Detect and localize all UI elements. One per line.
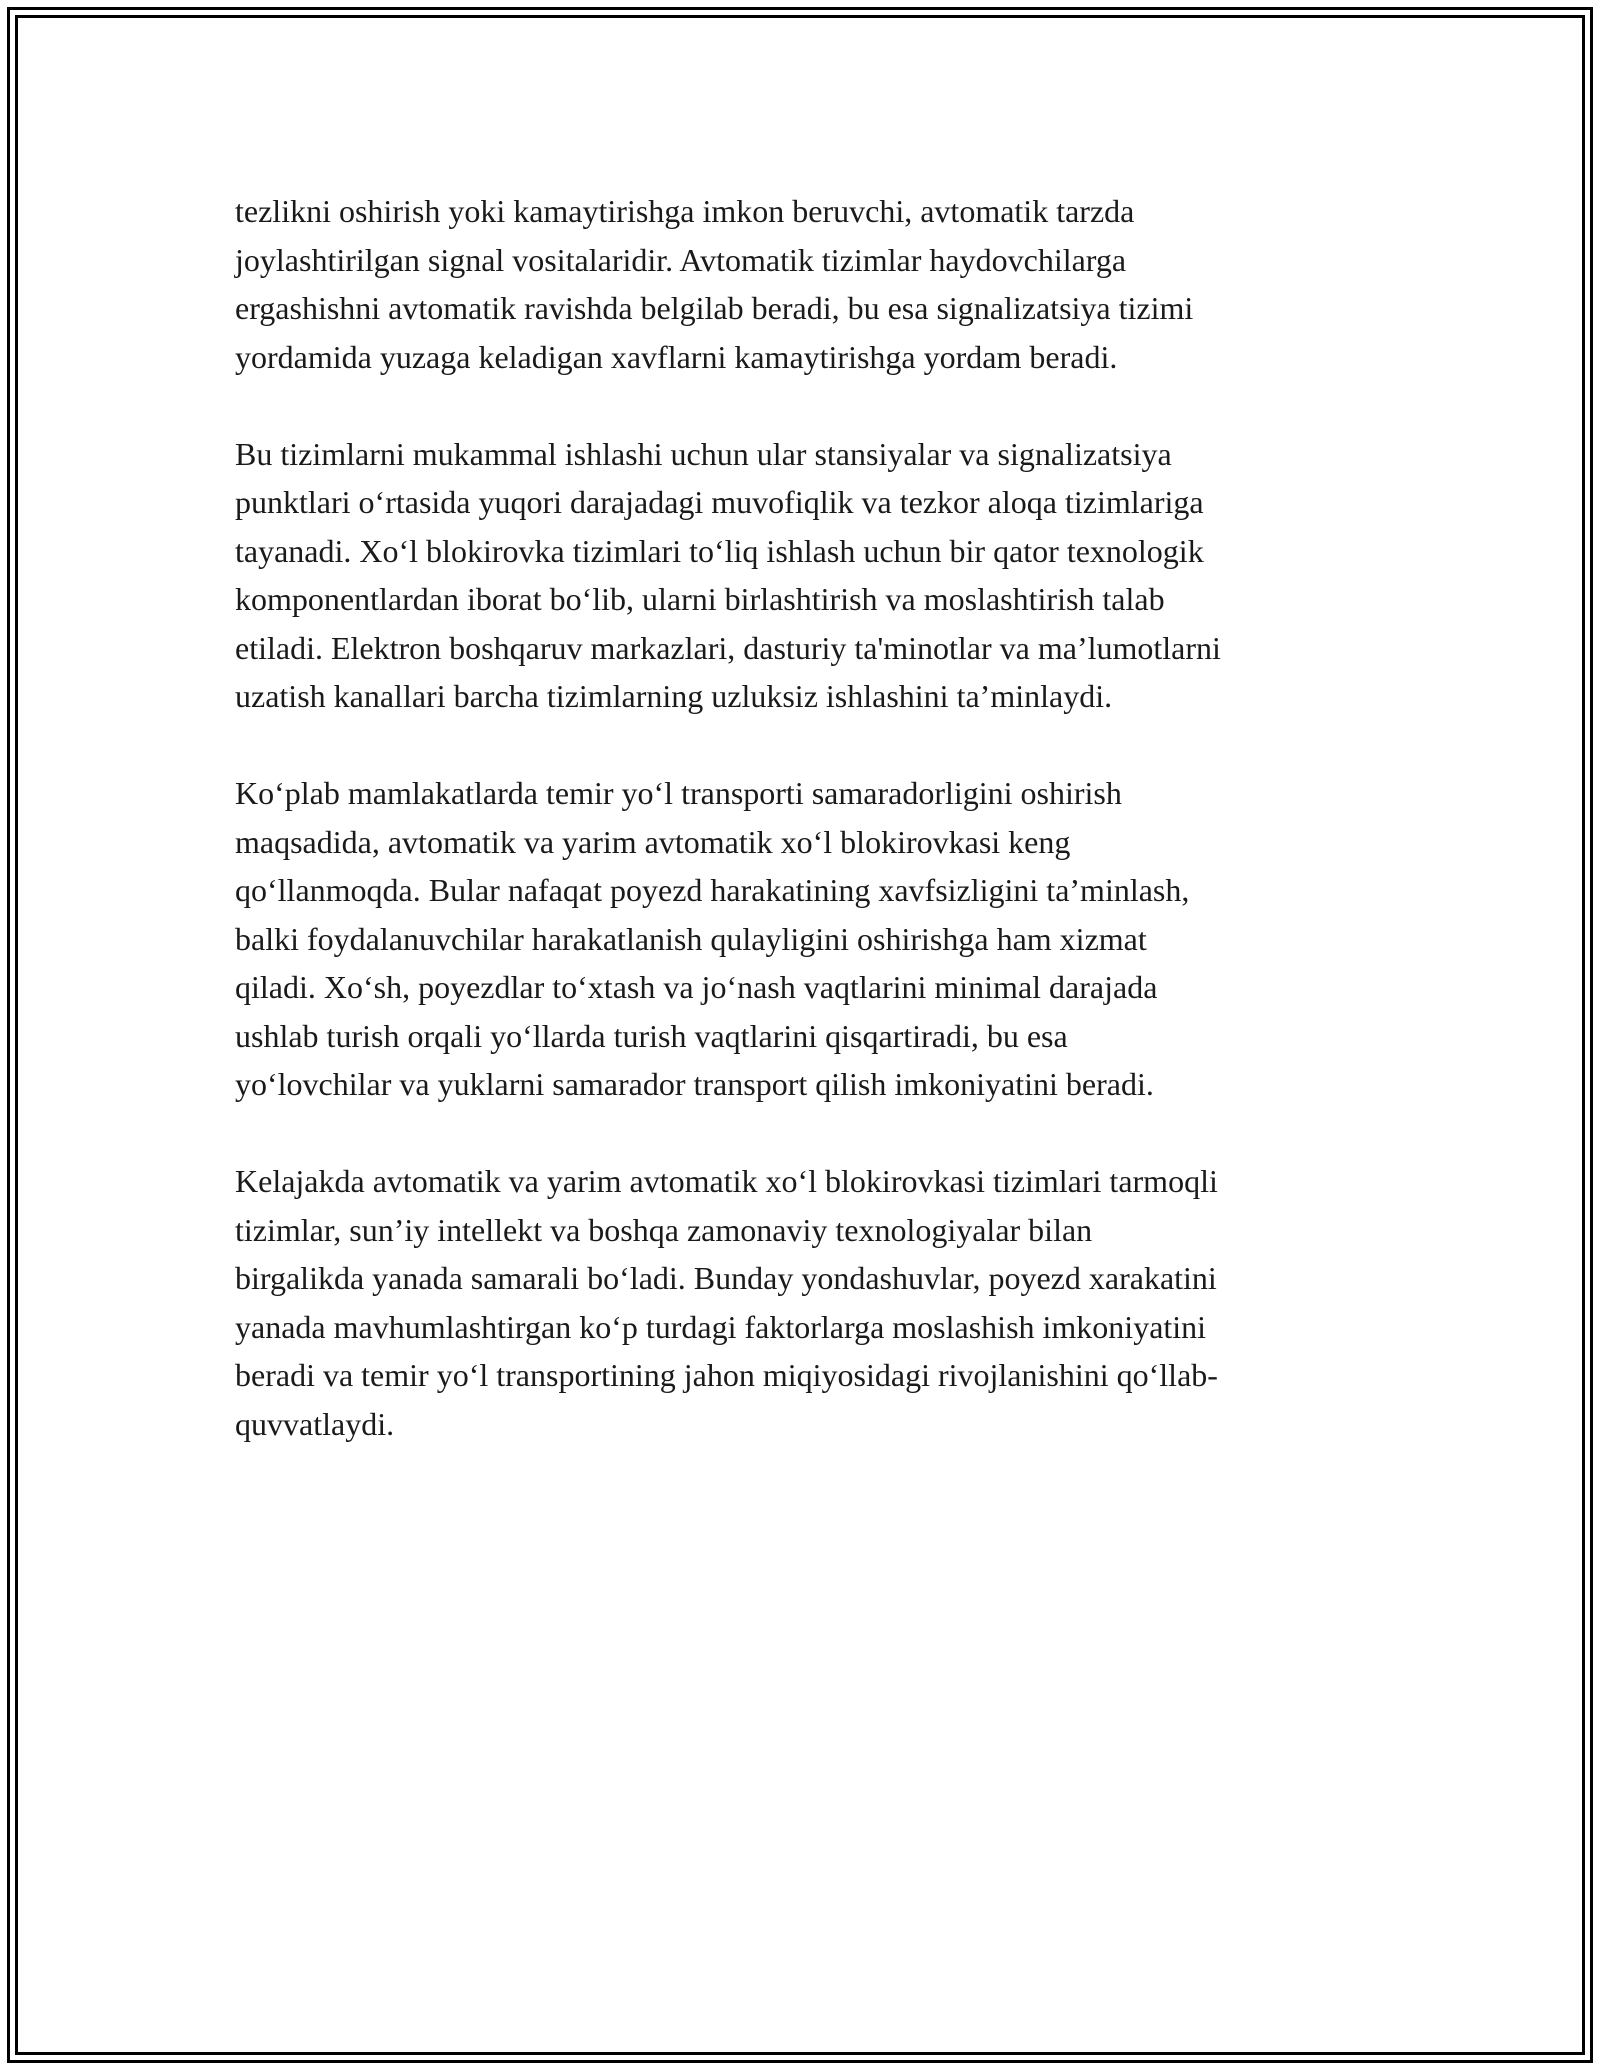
paragraph-1	[235, 187, 1385, 381]
paragraph-line: ergashishni avtomatik ravishda belgilab beradi, bu esa signalizatsiya tizimi	[235, 290, 1194, 326]
paragraph-line: beradi va temir yo‘l transportining jahon miqiyosidagi rivojlanishini qo‘llab-	[235, 1357, 1218, 1393]
paragraph-line: uzatish kanallari barcha tizimlarning uzluksiz ishlashini ta’minlaydi.	[235, 678, 1113, 714]
paragraph-line: qiladi. Xo‘sh, poyezdlar to‘xtash va jo‘nash vaqtlarini minimal darajada	[235, 969, 1158, 1005]
paragraph-line: yordamida yuzaga keladigan xavflarni kamaytirishga yordam beradi.	[235, 338, 1118, 375]
paragraph-line: punktlari o‘rtasida yuqori darajadagi muvofiqlik va tezkor aloqa tizimlariga	[235, 484, 1204, 520]
paragraph-line: birgalikda yanada samarali bo‘ladi. Bunday yondashuvlar, poyezd xarakatini	[235, 1260, 1217, 1296]
paragraph-line: qo‘llanmoqda. Bular nafaqat poyezd harakatining xavfsizligini ta’minlash,	[235, 872, 1190, 908]
paragraph-line: Bu tizimlarni mukammal ishlashi uchun ular stansiyalar va signalizatsiya	[235, 435, 1172, 472]
paragraph-line: joylashtirilgan signal vositalaridir. Avtomatik tizimlar haydovchilarga	[235, 241, 1127, 278]
paragraph-line: etiladi. Elektron boshqaruv markazlari, dasturiy ta'minotlar va ma’lumotlarni	[235, 629, 1221, 666]
paragraph-line: quvvatlaydi.	[235, 1405, 395, 1442]
paragraph-line: komponentlardan iborat bo‘lib, ularni birlashtirish va moslashtirish talab	[235, 581, 1165, 617]
paragraph-3	[235, 769, 1385, 1109]
paragraph-line: balki foydalanuvchilar harakatlanish qulayligini oshirishga ham xizmat	[235, 920, 1147, 957]
paragraph-line: yanada mavhumlashtirgan ko‘p turdagi faktorlarga moslashish imkoniyatini	[235, 1308, 1207, 1345]
paragraph-line: ushlab turish orqali yo‘llarda turish vaqtlarini qisqartiradi, bu esa	[235, 1017, 1068, 1054]
paragraph-line: tezlikni oshirish yoki kamaytirishga imkon beruvchi, avtomatik tarzda	[235, 193, 1135, 229]
paragraph-4	[235, 1157, 1385, 1448]
paragraph-line: Ko‘plab mamlakatlarda temir yo‘l transporti samaradorligini oshirish	[235, 775, 1122, 811]
paragraph-line: yo‘lovchilar va yuklarni samarador transport qilish imkoniyatini beradi.	[235, 1066, 1154, 1102]
document-body	[235, 187, 1385, 1497]
paragraph-2	[235, 430, 1385, 721]
paragraph-line: Kelajakda avtomatik va yarim avtomatik xo‘l blokirovkasi tizimlari tarmoqli	[235, 1163, 1218, 1199]
paragraph-line: maqsadida, avtomatik va yarim avtomatik xo‘l blokirovkasi keng	[235, 823, 1071, 860]
paragraph-line: tayanadi. Xo‘l blokirovka tizimlari to‘liq ishlash uchun bir qator texnologik	[235, 532, 1204, 569]
paragraph-line: tizimlar, sun’iy intellekt va boshqa zamonaviy texnologiyalar bilan	[235, 1211, 1093, 1248]
